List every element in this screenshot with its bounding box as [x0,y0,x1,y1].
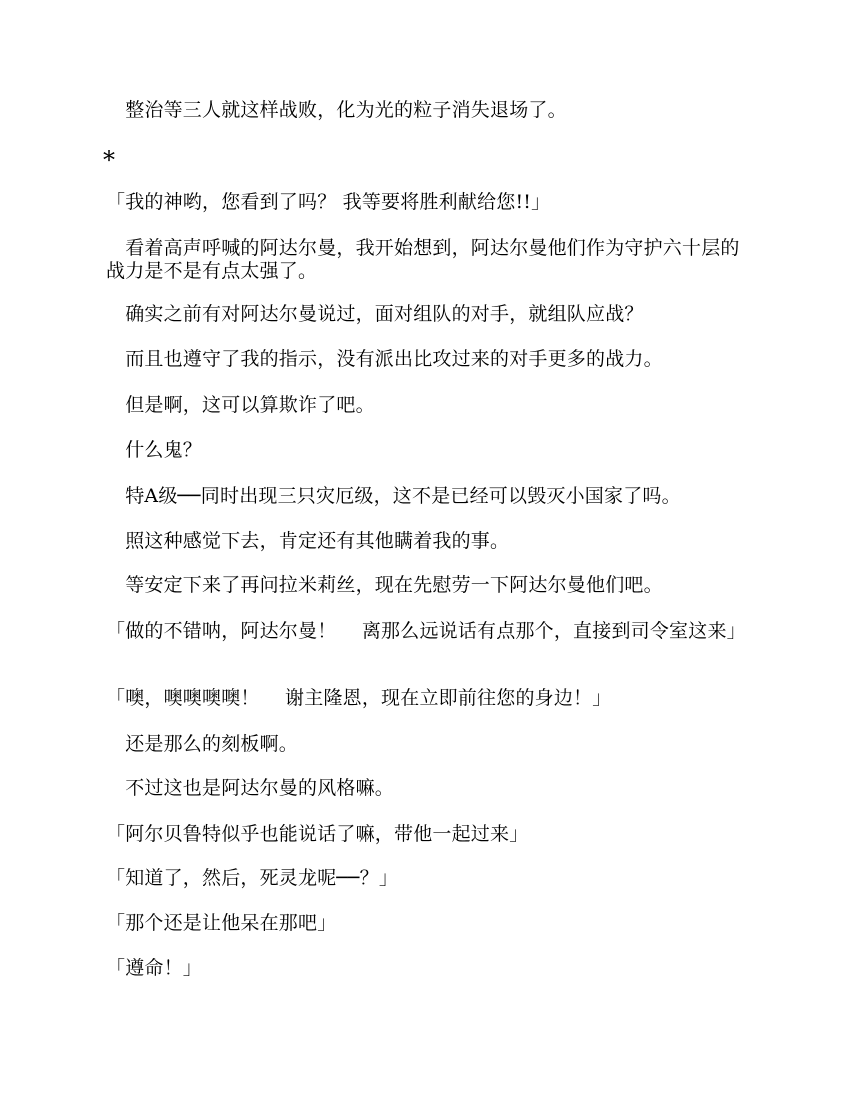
scene-break-star: * [103,146,115,174]
paragraph-11: 等安定下来了再问拉米莉丝，现在先慰劳一下阿达尔曼他们吧。 [106,574,663,596]
paragraph-19: 「遵命！」 [106,957,203,979]
paragraph-9: 特A级──同时出现三只灾厄级，这不是已经可以毁灭小国家了吗。 [106,485,681,507]
paragraph-3: 「我的神哟，您看到了吗？ 我等要将胜利献给您!!」 [106,191,551,213]
paragraph-8: 什么鬼？ [106,439,203,461]
paragraph-5: 确实之前有对阿达尔曼说过，面对组队的对手，就组队应战？ [106,303,644,325]
paragraph-18: 「那个还是让他呆在那吧」 [106,912,337,934]
paragraph-15: 不过这也是阿达尔曼的风格嘛。 [106,777,395,799]
paragraph-6: 而且也遵守了我的指示，没有派出比攻过来的对手更多的战力。 [106,348,663,370]
paragraph-12: 「做的不错呐，阿达尔曼！ 离那么远说话有点那个，直接到司令室这来」 [106,620,746,642]
paragraph-14: 还是那么的刻板啊。 [106,733,299,755]
paragraph-10: 照这种感觉下去，肯定还有其他瞒着我的事。 [106,530,510,552]
paragraph-7: 但是啊，这可以算欺诈了吧。 [106,394,375,416]
paragraph-13: 「噢，噢噢噢噢！ 谢主隆恩，现在立即前往您的身边！」 [106,687,612,709]
paragraph-17: 「知道了，然后，死灵龙呢──？」 [106,867,399,889]
paragraph-16: 「阿尔贝鲁特似乎也能说话了嘛，带他一起过来」 [106,823,529,845]
paragraph-4: 看着高声呼喊的阿达尔曼，我开始想到，阿达尔曼他们作为守护六十层的战力是不是有点太强了。 [106,237,740,282]
paragraph-1: 整治等三人就这样战败，化为光的粒子消失退场了。 [106,99,567,121]
